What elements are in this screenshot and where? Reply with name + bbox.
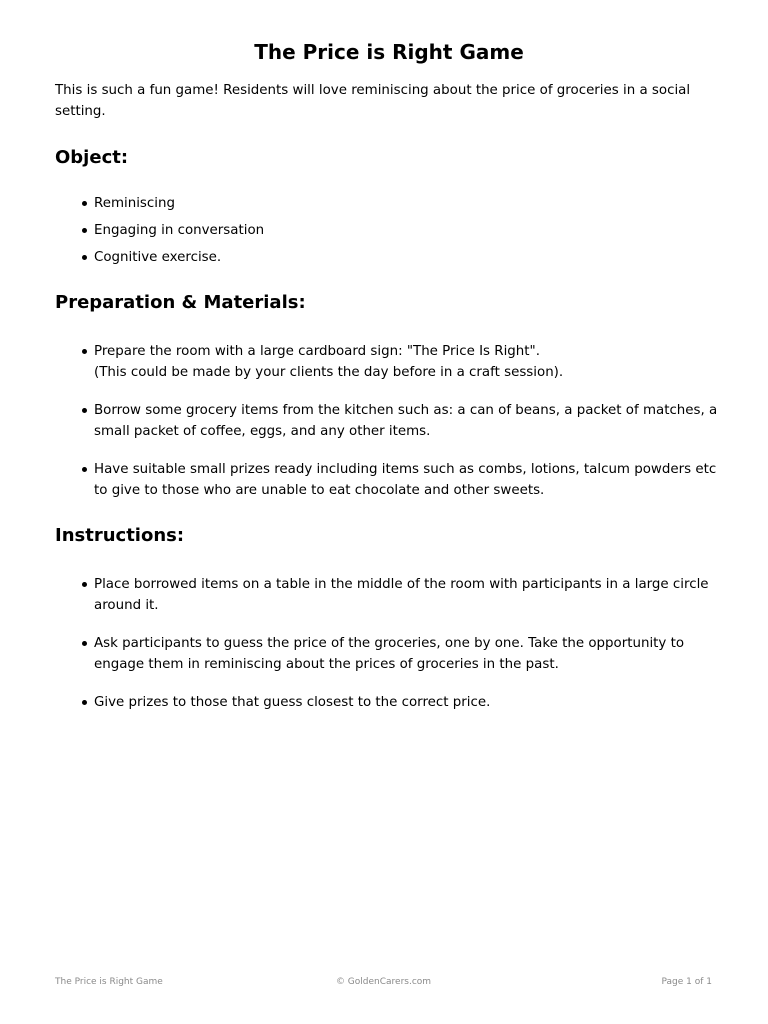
document-title: The Price is Right Game	[254, 40, 524, 64]
list-item: Give prizes to those that guess closest to the correct price.	[55, 692, 720, 713]
list-item: Borrow some grocery items from the kitchen such as: a can of beans, a packet of matches, a small packet of coffee, eggs, and any other items.	[55, 400, 720, 442]
object-list	[55, 193, 720, 268]
list-item	[55, 341, 720, 383]
list-item: Cognitive exercise.	[55, 247, 720, 268]
list-item-line: (This could be made by your clients the day before in a craft session).	[94, 365, 564, 380]
footer-page-number: Page 1 of 1	[661, 977, 712, 987]
footer-title: The Price is Right Game	[55, 977, 163, 987]
document-page	[55, 0, 720, 730]
preparation-heading: Preparation & Materials:	[55, 292, 306, 313]
instructions-list	[55, 574, 720, 713]
list-item: Reminiscing	[55, 193, 720, 214]
list-item-line: Prepare the room with a large cardboard sign: "The Price Is Right".	[94, 344, 540, 359]
list-item: Place borrowed items on a table in the middle of the room with participants in a large circle around it.	[55, 574, 720, 616]
list-item: Engaging in conversation	[55, 220, 720, 241]
preparation-list	[55, 341, 720, 501]
footer-copyright: © GoldenCarers.com	[335, 977, 432, 987]
list-item: Have suitable small prizes ready including items such as combs, lotions, talcum powders etc to give to those who are unable to eat chocolate and other sweets.	[55, 459, 720, 501]
intro-paragraph: This is such a fun game! Residents will love reminiscing about the price of groceries in a social setting.	[55, 83, 691, 119]
object-heading: Object:	[55, 147, 129, 168]
instructions-heading: Instructions:	[55, 525, 185, 546]
list-item: Ask participants to guess the price of the groceries, one by one. Take the opportunity to engage them in reminiscing about the prices of groceries in the past.	[55, 633, 720, 675]
page-footer	[55, 975, 712, 989]
